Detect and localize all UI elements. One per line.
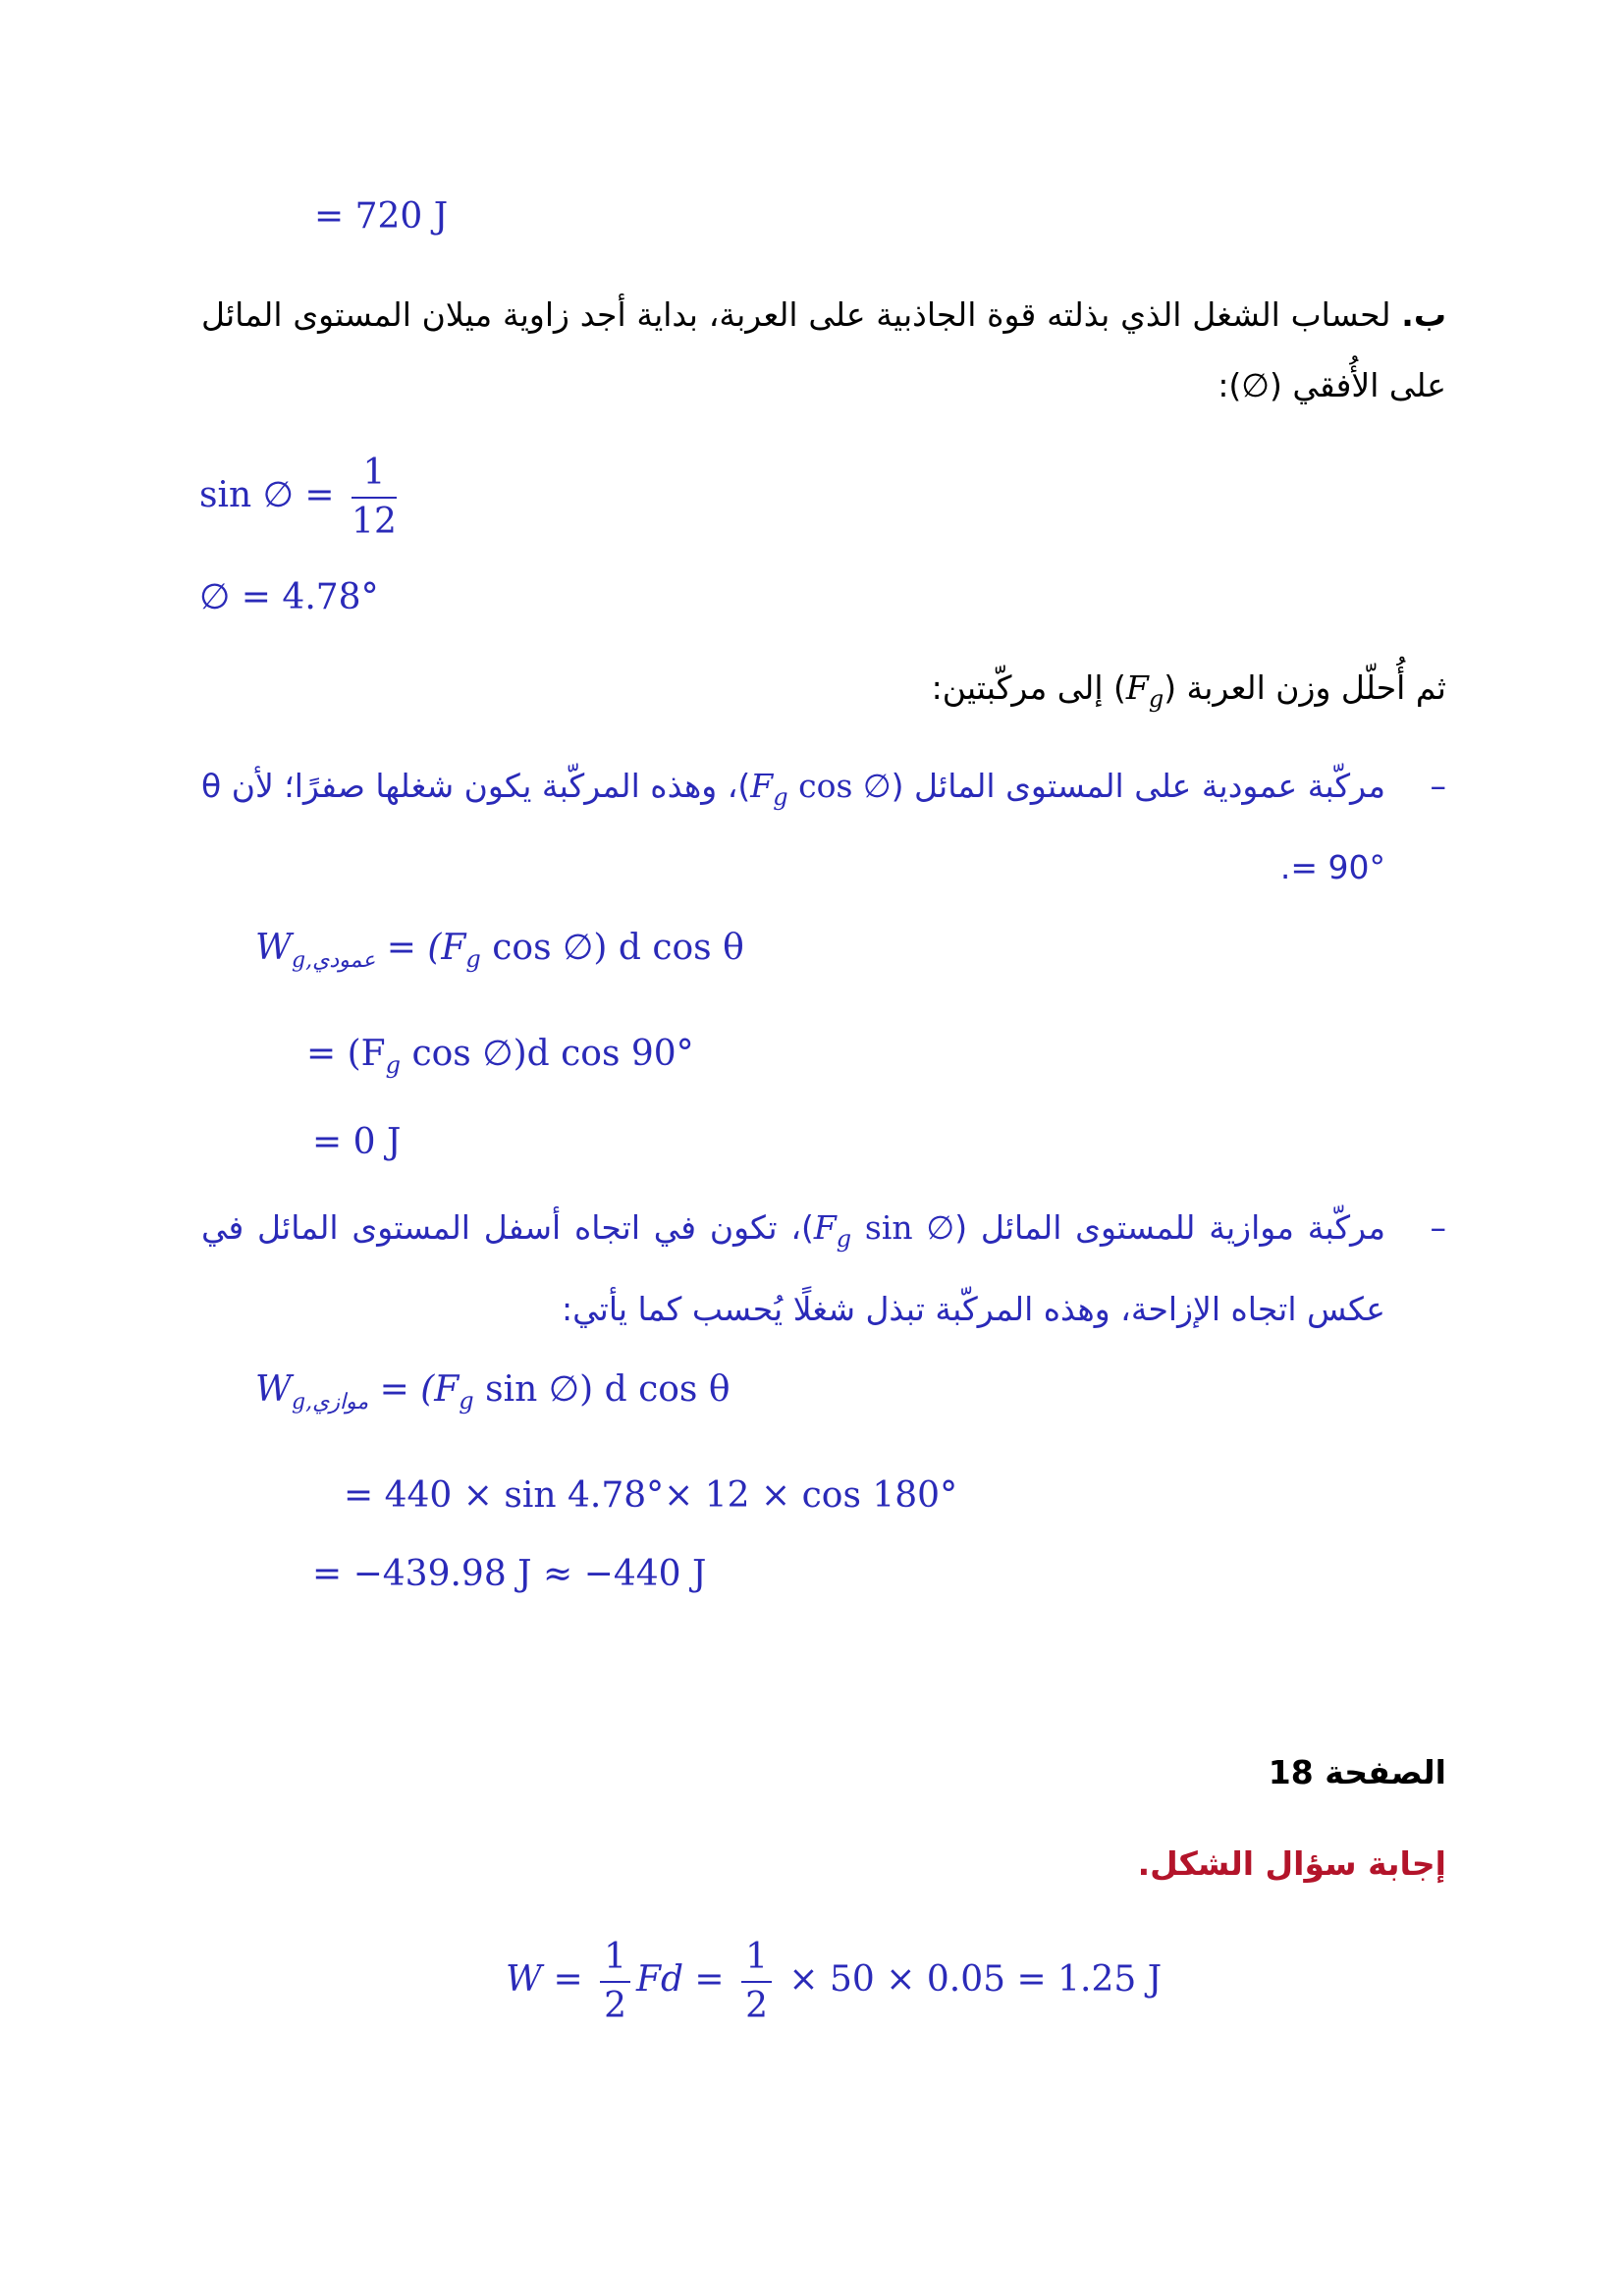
final-frac1-num: 1 [600, 1934, 630, 1983]
bullet2-sub: g [836, 1225, 852, 1253]
eq-par-2: = 440 × sin 4.78°× 12 × cos 180° [344, 1475, 958, 1516]
eq-sin-phi [199, 450, 403, 546]
bullet1-var: F [750, 767, 774, 805]
eq-perp-1 [255, 928, 744, 973]
part-b-label: ب. [1401, 295, 1446, 334]
bullet1-dash: – [1430, 767, 1446, 805]
resolve-post: ) إلى مركّبتين: [931, 668, 1126, 707]
part-b-text: لحساب الشغل الذي بذلته قوة الجاذبية على العربة، بداية أجد زاوية ميلان المستوى المائل على الأُفقي (∅): [201, 295, 1446, 404]
final-w: W = [506, 1959, 583, 2000]
resolve-var: F [1125, 668, 1149, 707]
final-frac-1 [600, 1934, 630, 2030]
perp-eq1-rest: cos ∅) d cos θ [480, 928, 744, 968]
sin-numerator: 1 [352, 450, 397, 499]
bullet-parallel [201, 1193, 1446, 1345]
perp-eq2-rest: cos ∅)d cos 90° [401, 1034, 694, 1074]
eq-par-3: = −439.98 J ≈ −440 J [312, 1554, 707, 1594]
eq-perp-2 [306, 1034, 694, 1079]
final-rest: × 50 × 0.05 = 1.25 J [788, 1959, 1163, 2000]
sin-denominator: 12 [352, 502, 397, 542]
perp-w-sub: g,عمودي [292, 948, 376, 973]
answer-heading: إجابة سؤال الشكل. [1137, 1844, 1446, 1883]
perp-eq2-sub: g [385, 1051, 402, 1079]
bullet2-dash: – [1430, 1208, 1446, 1247]
page-heading: الصفحة 18 [1268, 1753, 1446, 1791]
perp-eq2: = (F [306, 1034, 386, 1074]
perp-w: W [255, 928, 293, 968]
perp-eq1-sub: g [465, 945, 481, 973]
bullet-perpendicular [201, 751, 1446, 903]
bullet1-text-a: مركّبة عمودية على المستوى المائل ( [891, 767, 1385, 805]
final-frac1-den: 2 [604, 1986, 626, 2026]
par-eq1-sub: g [459, 1387, 474, 1415]
bullet1-text-b: )، وهذه المركّبة يكون شغلها صفرًا؛ لأن θ = 90°. [201, 767, 1385, 886]
final-frac2-num: 1 [741, 1934, 772, 1983]
eq-par-1 [255, 1369, 731, 1415]
bullet1-sub: g [773, 783, 788, 811]
eq-phi-value: ∅ = 4.78° [199, 577, 379, 617]
bullet2-var: F [813, 1208, 837, 1247]
final-frac-2 [741, 1934, 772, 2030]
par-w: W [255, 1369, 293, 1410]
resolve-sentence [687, 653, 1446, 734]
par-w-sub: g,موازي [292, 1390, 369, 1415]
perp-eq1: = (F [386, 928, 466, 968]
bullet2-text-a: مركّبة موازية للمستوى المائل ( [954, 1208, 1385, 1247]
bullet2-text-b: )، تكون في اتجاه أسفل المستوى المائل في عكس اتجاه الإزاحة، وهذه المركّبة تبذل شغلًا يُحسب كما يأتي: [201, 1208, 1385, 1328]
final-mid: Fd = [635, 1959, 725, 2000]
resolve-sub: g [1148, 685, 1164, 713]
par-eq1-rest: sin ∅) d cos θ [473, 1369, 731, 1410]
sin-fraction [352, 450, 397, 546]
eq-final [506, 1934, 1162, 2030]
sin-lhs: sin ∅ = [199, 475, 335, 515]
par-eq1: = (F [379, 1369, 460, 1410]
resolve-pre: ثم أُحلّل وزن العربة ( [1164, 668, 1446, 707]
part-b-paragraph [201, 280, 1446, 421]
final-frac2-den: 2 [745, 1986, 768, 2026]
bullet1-expr: cos ∅ [787, 767, 892, 805]
bullet2-expr: sin ∅ [851, 1208, 955, 1247]
eq-work-720: = 720 J [314, 196, 449, 237]
eq-perp-3: = 0 J [312, 1122, 402, 1162]
